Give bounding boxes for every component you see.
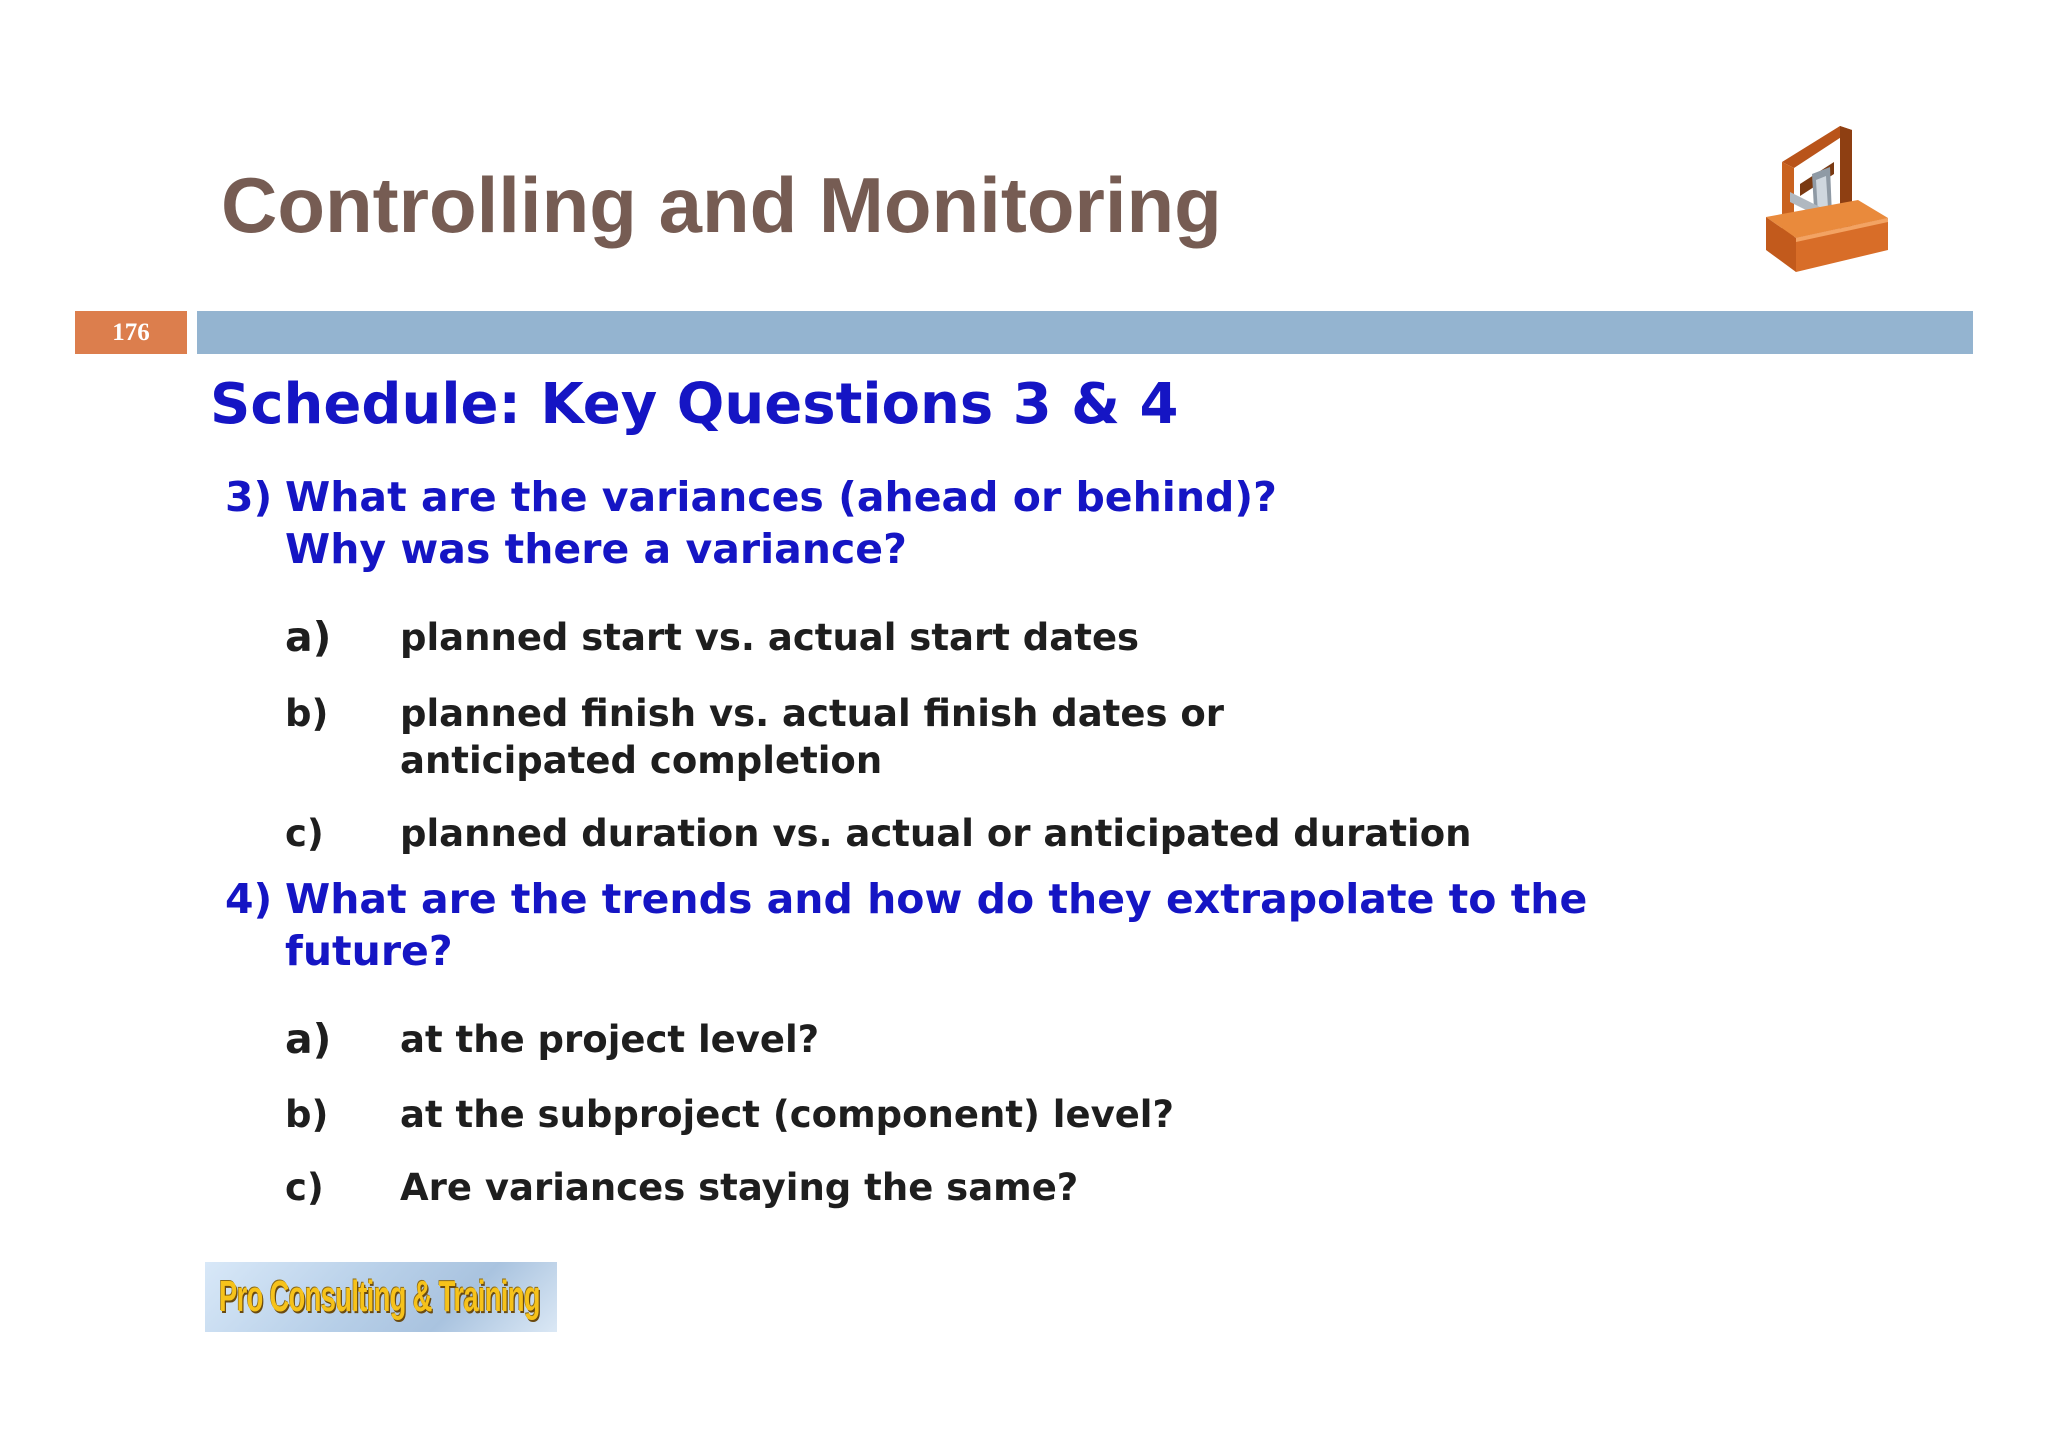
question-number: 3): [225, 473, 273, 521]
list-item: [285, 810, 1485, 857]
item-text: at the project level?: [400, 1018, 820, 1061]
item-letter: a): [285, 613, 332, 661]
list-item: [285, 1164, 1485, 1211]
item-letter: b): [285, 1093, 329, 1136]
item-text: planned finish vs. actual finish dates or anticipated completion: [400, 692, 1225, 782]
item-text: at the subproject (component) level?: [400, 1093, 1174, 1136]
item-text: Are variances staying the same?: [400, 1166, 1079, 1209]
logo-text: Pro Consulting & Training: [219, 1272, 540, 1321]
list-item: [285, 1016, 1485, 1063]
company-logo: [205, 1262, 557, 1332]
list-item: [285, 690, 1485, 784]
question-4: [225, 873, 1587, 977]
section-subtitle: Schedule: Key Questions 3 & 4: [210, 372, 1179, 437]
list-item: [285, 614, 1485, 661]
question-3: [225, 471, 1277, 575]
page-number-badge: 176: [75, 311, 187, 354]
toolbox-icon: [1760, 122, 1900, 292]
list-item: [285, 1091, 1485, 1138]
question-number: 4): [225, 875, 273, 923]
slide-title: Controlling and Monitoring: [221, 161, 1222, 249]
item-text: planned duration vs. actual or anticipated duration: [400, 812, 1472, 855]
item-letter: a): [285, 1015, 332, 1063]
question-line: Why was there a variance?: [285, 525, 907, 573]
item-letter: b): [285, 692, 329, 735]
item-letter: c): [285, 1166, 324, 1209]
question-line: What are the trends and how do they extrapolate to the: [285, 875, 1588, 923]
question-line: What are the variances (ahead or behind)?: [285, 473, 1277, 521]
question-line: future?: [285, 927, 453, 975]
item-letter: c): [285, 812, 324, 855]
item-text: planned start vs. actual start dates: [400, 616, 1140, 659]
header-bar: [197, 311, 1973, 354]
